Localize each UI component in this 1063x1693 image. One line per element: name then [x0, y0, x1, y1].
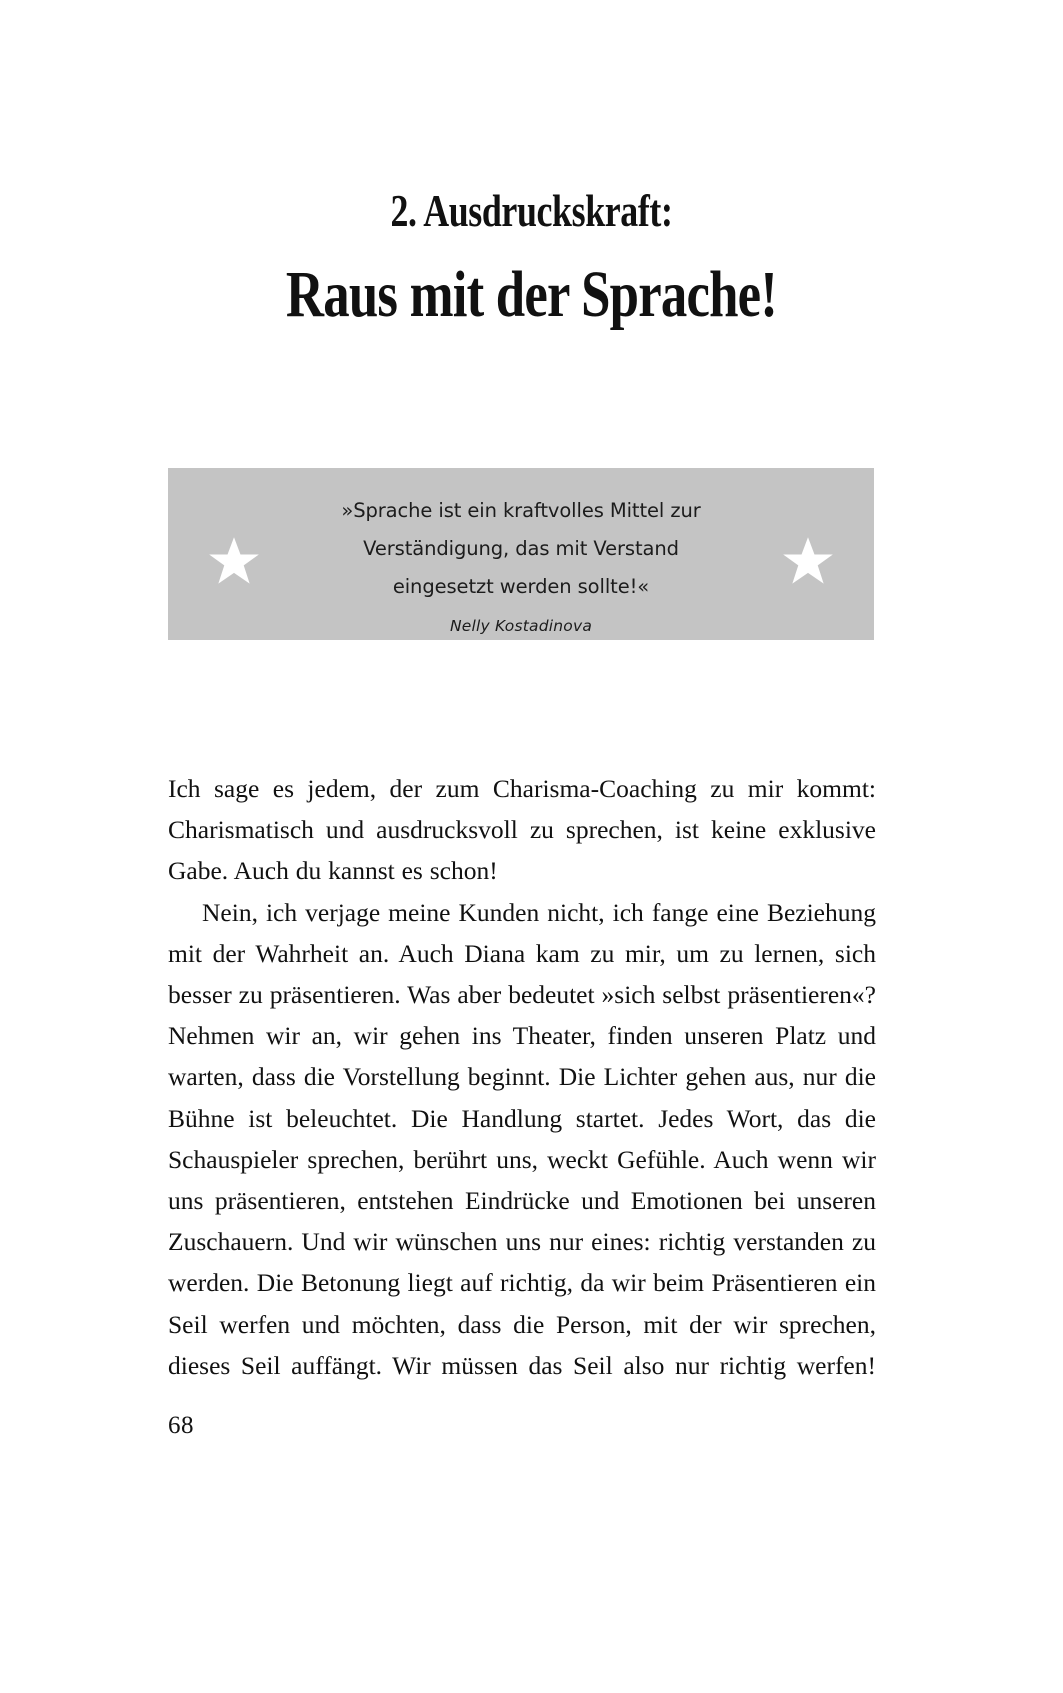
paragraph-2: Nein, ich verjage meine Kunden nicht, ich fange eine Beziehung mit der Wahrheit an. Auch Diana kam zu mir, um zu lernen, sich besser zu präsentieren. Was aber bedeutet »sich selbst präsentieren«? Nehmen wir an, wir gehen ins Theater, finden unseren Platz und warten, dass die Vorstellung beginnt. Die Lichter gehen aus, nur die Bühne ist beleuchtet. Die Handlung startet. Jedes Wort, das die Schauspieler sprechen, berührt uns, weckt Gefühle. Auch wenn wir uns präsentieren, entstehen Eindrücke und Emotionen bei unseren Zuschauern. Und wir wünschen uns nur eines: richtig verstanden zu werden. Die Betonung liegt auf richtig, da wir beim Präsentieren ein Seil werfen und möchten, dass die Person, mit der wir sprechen, dieses Seil auffängt. Wir müssen das Seil also nur richtig werfen!	[168, 897, 876, 1380]
pull-quote-text	[278, 492, 764, 606]
pull-quote-line-2: Verständigung, das mit Verstand	[363, 537, 679, 560]
pull-quote-line-1: »Sprache ist ein kraftvolles Mittel zur	[341, 499, 701, 522]
chapter-title: Raus mit der Sprache!	[285, 258, 778, 331]
pull-quote-author: Nelly Kostadinova	[449, 617, 593, 635]
pull-quote-line-3: eingesetzt werden sollte!«	[392, 575, 650, 598]
chapter-heading	[0, 185, 1063, 331]
pull-quote-box	[168, 468, 874, 640]
body-text	[168, 768, 876, 1427]
star-icon	[781, 534, 835, 588]
page-number: 68	[168, 1412, 194, 1439]
star-icon	[207, 534, 261, 588]
paragraph-1: Ich sage es jedem, der zum Charisma-Coaching zu mir kommt: Charismatisch und ausdrucksvoll zu sprechen, ist keine exklusive Gabe. Auch du kannst es schon!	[168, 774, 876, 886]
pull-quote-content	[278, 492, 764, 636]
chapter-number-label: 2. Ausdruckskraft:	[390, 185, 673, 236]
